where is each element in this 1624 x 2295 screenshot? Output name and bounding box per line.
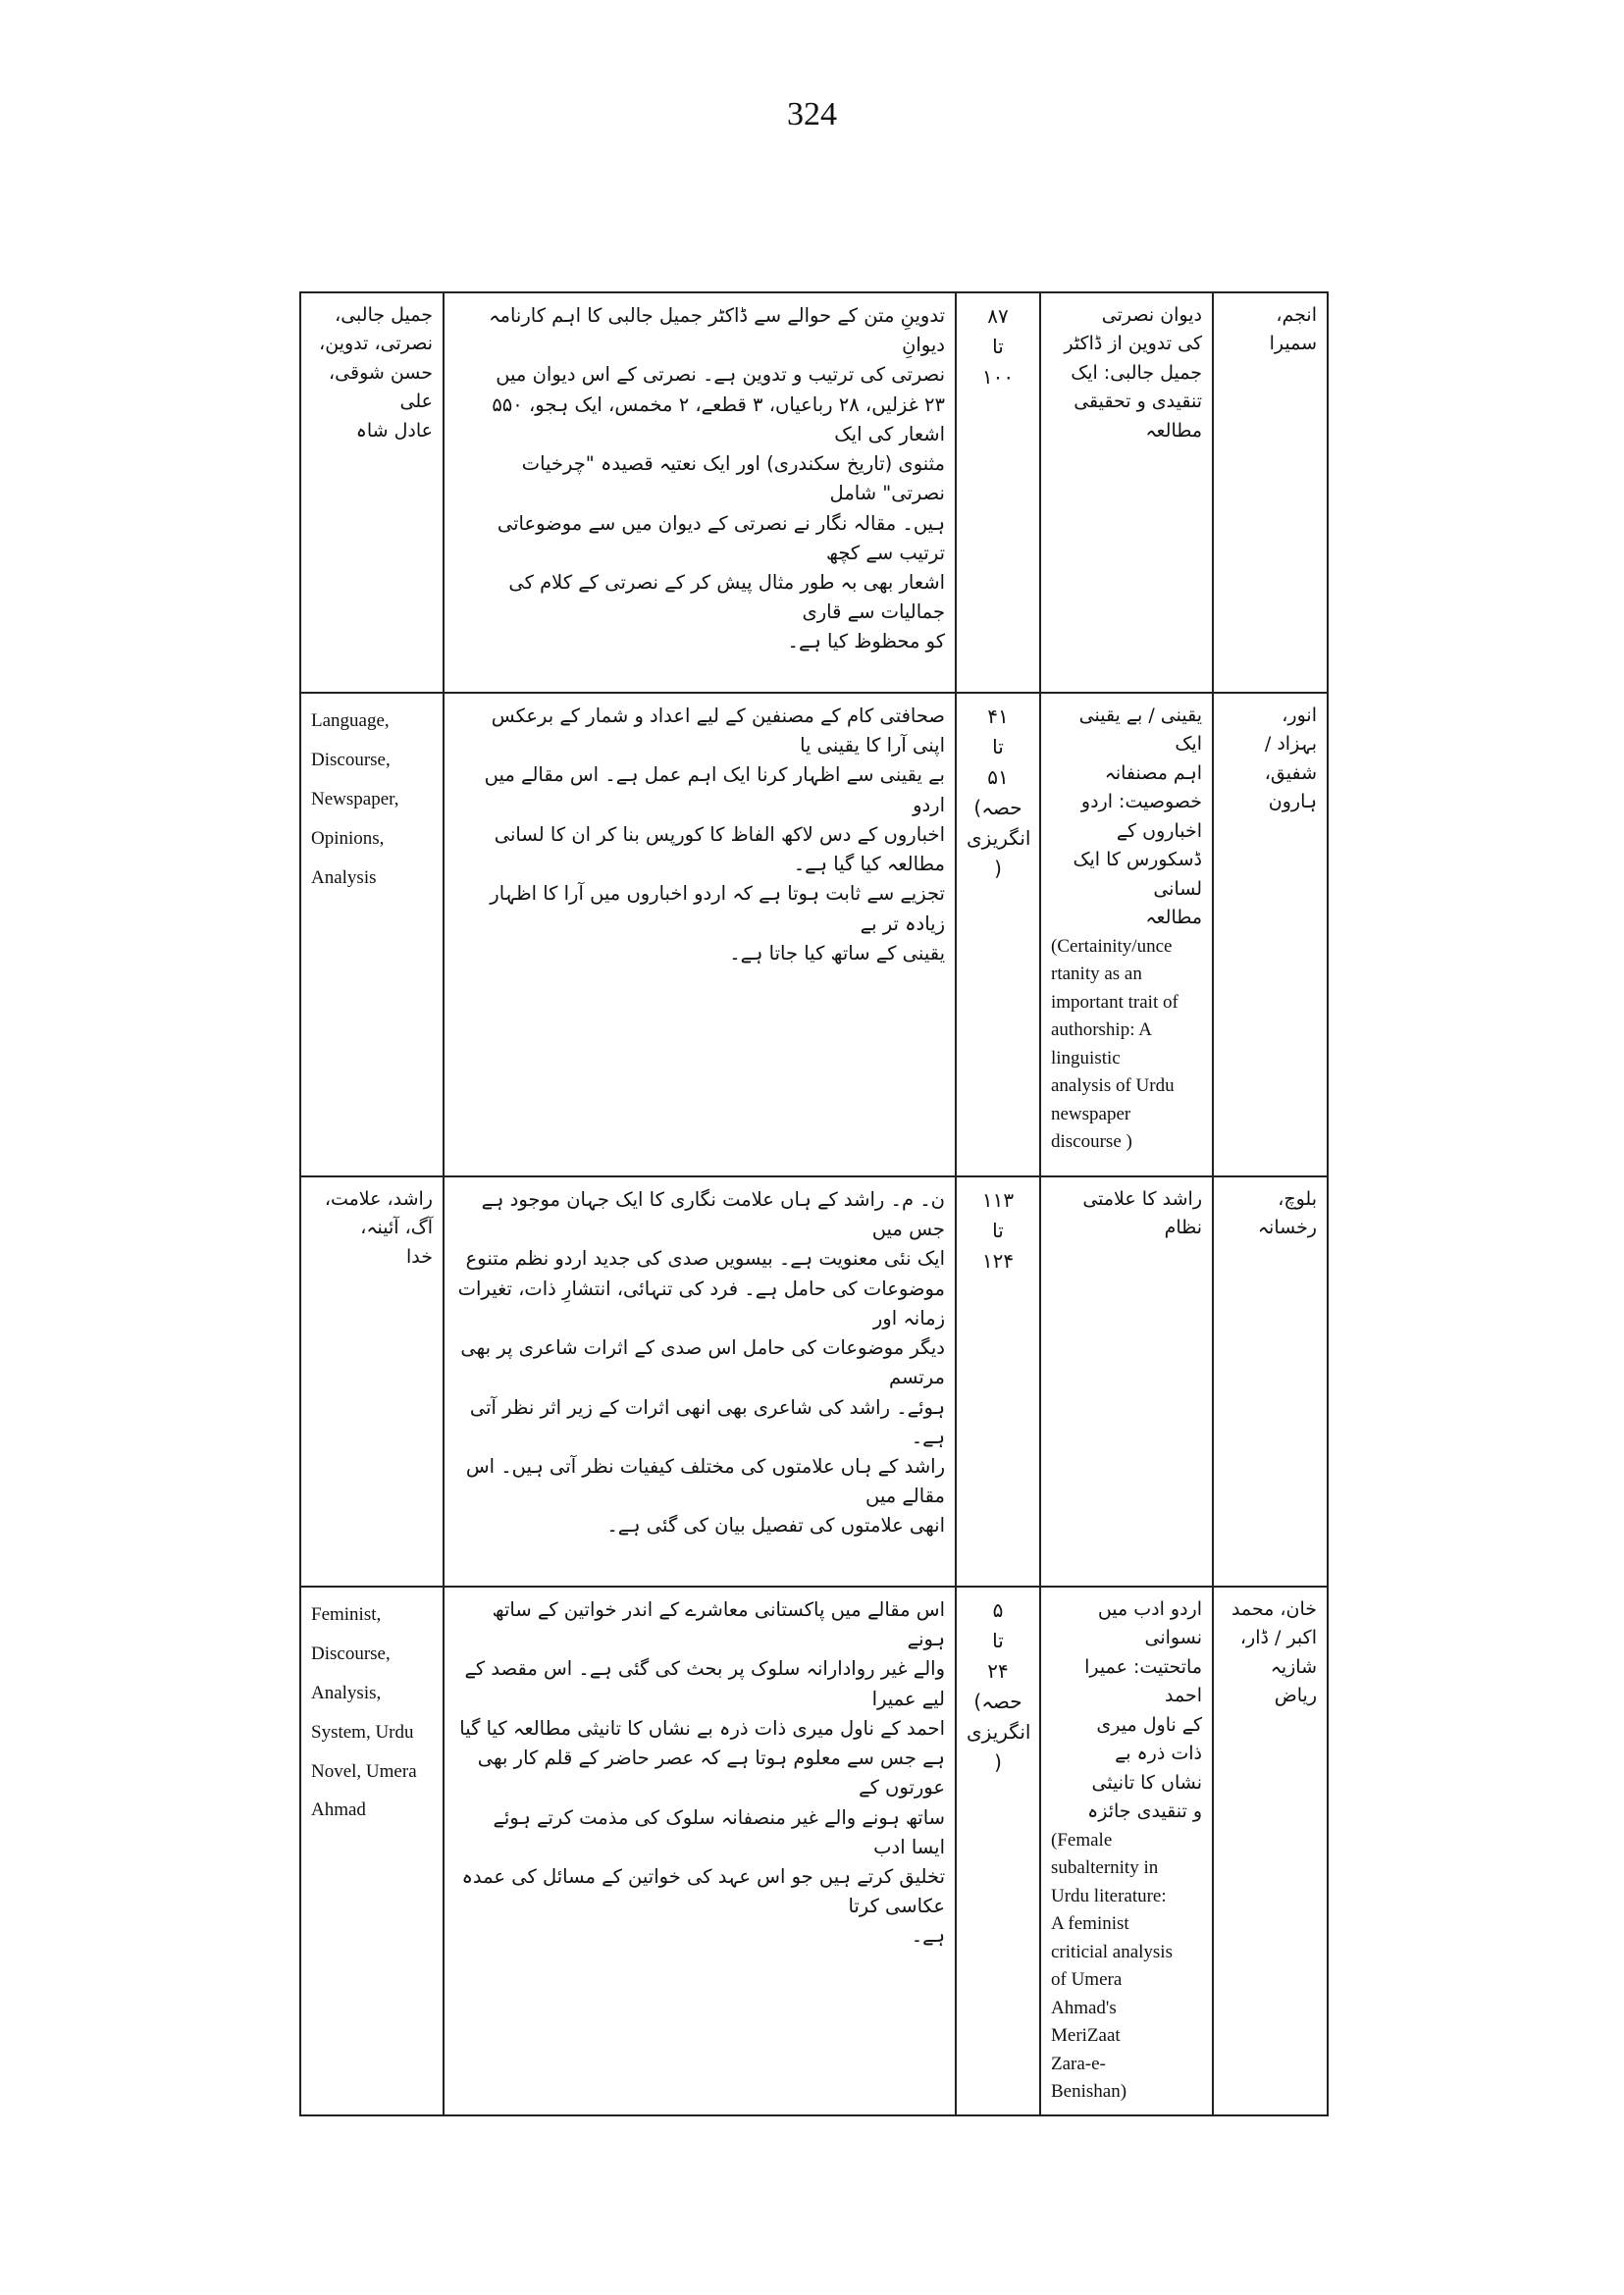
english-title-line: authorship: A <box>1051 1019 1152 1040</box>
english-title-line: Zara-e- <box>1051 2053 1106 2074</box>
urdu-title-line: اخباروں کے <box>1116 819 1202 842</box>
keyword-line: آگ، آئینہ، <box>360 1217 433 1239</box>
page-range-line: ۱۰۰ <box>981 365 1015 389</box>
abstract-line: احمد کے ناول میری ذات ذرہ بے نشاں کا تانیثی مطالعہ کیا گیا <box>459 1716 945 1740</box>
abstract-line: اشعار بھی بہ طور مثال پیش کر کے نصرتی کے کلام کی جمالیات سے قاری <box>508 570 945 624</box>
keyword-line: Ahmad <box>311 1799 366 1821</box>
keyword-line: Analysis <box>311 866 377 888</box>
english-title-line: Urdu literature: <box>1051 1885 1167 1906</box>
author-line: انور، <box>1282 704 1317 726</box>
page-range-line: ۴۱ <box>987 704 1009 728</box>
urdu-title-line: نشاں کا تانیثی <box>1091 1771 1202 1794</box>
urdu-title-line: و تنقیدی جائزہ <box>1087 1800 1202 1823</box>
urdu-title-line: مطالعہ <box>1145 907 1202 929</box>
author-line: ریاض <box>1274 1685 1317 1707</box>
urdu-title-line: ذات ذرہ بے <box>1115 1743 1202 1765</box>
urdu-title-line: ماتحتیت: عمیرا احمد <box>1084 1655 1202 1707</box>
abstract-line: راشد کے ہاں علامتوں کی مختلف کیفیات نظر آتی ہیں۔ اس مقالے میں <box>465 1454 945 1508</box>
abstract-line: موضوعات کی حامل ہے۔ فرد کی تنہائی، انتشارِ ذات، تغیرات زمانہ اور <box>457 1277 945 1330</box>
english-title-line: of Umera <box>1051 1969 1123 1990</box>
urdu-title-line: جمیل جالبی: ایک <box>1071 361 1202 384</box>
english-title-line: Benishan) <box>1051 2081 1127 2102</box>
keywords-cell <box>300 693 444 1176</box>
urdu-title-line: اردو ادب میں نسوانی <box>1097 1598 1202 1649</box>
english-title-line: subalternity in <box>1051 1857 1159 1878</box>
english-title-line: rtanity as an <box>1051 964 1142 984</box>
table-row <box>300 1587 1328 2115</box>
abstract-line: ہے۔ <box>911 1924 945 1948</box>
keywords-cell <box>300 1176 444 1587</box>
urdu-title-line: راشد کا علامتی نظام <box>1082 1188 1202 1239</box>
page-range-line: ۵ <box>992 1598 1004 1622</box>
english-title-line: A feminist <box>1051 1913 1129 1934</box>
page-range-line: تا <box>992 1219 1004 1242</box>
author-line: انجم، سمیرا <box>1269 304 1317 355</box>
abstract-cell <box>444 693 956 1176</box>
author-line: شازیہ <box>1270 1655 1317 1678</box>
english-title-line: linguistic <box>1051 1047 1121 1069</box>
english-title-line: (Female <box>1051 1829 1113 1851</box>
keyword-line: Analysis, <box>311 1682 382 1703</box>
english-title-line: MeriZaat <box>1051 2025 1121 2046</box>
page-range-line: انگریزی <box>967 826 1031 850</box>
keywords-cell <box>300 292 444 693</box>
page-range-line: ۱۲۴ <box>981 1249 1015 1273</box>
keyword-line: حسن شوقی، علی <box>329 361 433 413</box>
abstract-line: بے یقینی سے اظہار کرنا ایک اہم عمل ہے۔ اس مقالے میں اردو <box>484 763 945 816</box>
page-range-line: ۵۱ <box>987 765 1009 789</box>
english-title-line: Ahmad's <box>1051 1997 1117 2018</box>
abstract-line: ہیں۔ مقالہ نگار نے نصرتی کے دیوان میں سے موضوعاتی ترتیب سے کچھ <box>497 511 945 564</box>
page-number: 324 <box>787 96 837 132</box>
abstract-line: کو محظوظ کیا ہے۔ <box>787 630 945 653</box>
abstract-line: ایک نئی معنویت ہے۔ بیسویں صدی کی جدید اردو نظم متنوع <box>465 1247 945 1271</box>
keyword-line: خدا <box>406 1245 433 1268</box>
urdu-title-line: تنقیدی و تحقیقی <box>1074 391 1202 413</box>
abstract-line: ن۔ م۔ راشد کے ہاں علامت نگاری کا ایک جہان موجود ہے جس میں <box>481 1188 945 1241</box>
pages-cell <box>956 1587 1040 2115</box>
page-range-line: تا <box>992 735 1004 758</box>
keyword-line: Feminist, <box>311 1604 382 1625</box>
urdu-title-line: دیوان نصرتی <box>1101 304 1202 326</box>
abstract-line: ساتھ ہونے والے غیر منصفانہ سلوک کی مذمت کرتے ہوئے ایسا ادب <box>493 1805 945 1858</box>
keyword-line: نصرتی، تدوین، <box>319 333 433 355</box>
english-title-line: important trait of <box>1051 991 1179 1013</box>
keyword-line: Novel, Umera <box>311 1760 417 1782</box>
keyword-line: Language, <box>311 710 390 731</box>
author-cell <box>1213 693 1328 1176</box>
bibliography-table <box>299 291 1329 2116</box>
abstract-line: اس مقالے میں پاکستانی معاشرے کے اندر خواتین کے ساتھ ہونے <box>492 1598 945 1651</box>
title-cell <box>1040 693 1213 1176</box>
page-range-line: تا <box>992 1629 1004 1652</box>
abstract-cell <box>444 1587 956 2115</box>
author-cell <box>1213 1176 1328 1587</box>
title-cell <box>1040 1587 1213 2115</box>
table-row <box>300 1176 1328 1587</box>
table-body <box>300 292 1328 2115</box>
abstract-line: ہوئے۔ راشد کی شاعری بھی انھی اثرات کے زیر اثر نظر آتی ہے۔ <box>469 1395 945 1448</box>
keyword-line: Discourse, <box>311 1643 391 1664</box>
title-cell <box>1040 292 1213 693</box>
page-range-line: ) <box>994 1750 1002 1774</box>
english-title-line: (Certainity/unce <box>1051 935 1173 957</box>
abstract-line: تجزیے سے ثابت ہوتا ہے کہ اردو اخباروں میں آرا کا اظہار زیادہ تر بے <box>490 882 945 935</box>
keyword-line: Newspaper, <box>311 788 399 809</box>
abstract-line: ۲۳ غزلیں، ۲۸ رباعیاں، ۳ قطعے، ۲ مخمس، ایک ہجو، ۵۵۰ اشعار کی ایک <box>492 392 945 445</box>
abstract-line: صحافتی کام کے مصنفین کے لیے اعداد و شمار کے برعکس اپنی آرا کا یقینی یا <box>491 704 945 757</box>
author-cell <box>1213 1587 1328 2115</box>
english-title-line: analysis of Urdu <box>1051 1075 1175 1096</box>
abstract-line: یقینی کے ساتھ کیا جاتا ہے۔ <box>729 941 945 965</box>
abstract-line: دیگر موضوعات کی حامل اس صدی کے اثرات شاعری پر بھی مرتسم <box>460 1336 945 1389</box>
title-cell <box>1040 1176 1213 1587</box>
page-range-line: (حصہ <box>973 1690 1022 1713</box>
abstract-line: تخلیق کرتے ہیں جو اس عہد کی خواتین کے مسائل کی عمدہ عکاسی کرتا <box>461 1864 945 1918</box>
author-line: رخسانہ <box>1257 1217 1317 1239</box>
keyword-line: System, Urdu <box>311 1721 414 1743</box>
author-line: بہزاد / <box>1264 733 1317 756</box>
abstract-line: نصرتی کی ترتیب و تدوین ہے۔ نصرتی کے اس دیوان میں <box>496 363 945 387</box>
urdu-title-line: کی تدوین از ڈاکٹر <box>1064 333 1202 355</box>
table-row <box>300 693 1328 1176</box>
keywords-cell <box>300 1587 444 2115</box>
author-line: ہارون <box>1268 791 1317 813</box>
page-range-line: ۲۴ <box>987 1659 1009 1683</box>
keyword-line: Opinions, <box>311 827 385 849</box>
urdu-title-line: یقینی / بے یقینی ایک <box>1078 704 1202 756</box>
pages-cell <box>956 292 1040 693</box>
urdu-title-line: خصوصیت: اردو <box>1080 791 1202 813</box>
english-title-line: discourse ) <box>1051 1131 1132 1152</box>
page-range-line: ۸۷ <box>987 304 1009 328</box>
urdu-title-line: ڈسکورس کا ایک لسانی <box>1073 849 1202 900</box>
abstract-cell <box>444 1176 956 1587</box>
english-title-line: criticial analysis <box>1051 1941 1173 1962</box>
abstract-line: تدوینِ متن کے حوالے سے ڈاکٹر جمیل جالبی کا اہم کارنامہ دیوانِ <box>489 304 945 357</box>
author-cell <box>1213 292 1328 693</box>
keyword-line: Discourse, <box>311 749 391 770</box>
keyword-line: جمیل جالبی، <box>335 304 433 326</box>
page-range-line: ) <box>994 857 1002 880</box>
abstract-line: اخباروں کے دس لاکھ الفاظ کا کورپس بنا کر ان کا لسانی مطالعہ کیا گیا ہے۔ <box>494 822 945 876</box>
abstract-line: والے غیر روادارانہ سلوک پر بحث کی گئی ہے۔ اس مقصد کے لیے عمیرا <box>464 1657 945 1710</box>
abstract-cell <box>444 292 956 693</box>
author-line: شفیق، <box>1264 761 1317 784</box>
author-line: بلوچ، <box>1278 1188 1317 1210</box>
pages-cell <box>956 1176 1040 1587</box>
urdu-title-line: کے ناول میری <box>1096 1713 1202 1736</box>
author-line: خان، محمد <box>1231 1598 1317 1620</box>
abstract-line: انھی علامتوں کی تفصیل بیان کی گئی ہے۔ <box>606 1514 945 1538</box>
page-range-line: (حصہ <box>973 796 1022 819</box>
page-range-line: انگریزی <box>967 1720 1031 1744</box>
urdu-title-line: مطالعہ <box>1145 419 1202 442</box>
urdu-title-line: اہم مصنفانہ <box>1104 761 1202 784</box>
page-range-line: تا <box>992 335 1004 358</box>
keyword-line: راشد، علامت، <box>324 1188 433 1210</box>
table-row <box>300 292 1328 693</box>
english-title-line: newspaper <box>1051 1103 1131 1124</box>
keyword-line: عادل شاہ <box>355 419 433 442</box>
abstract-line: ہے جس سے معلوم ہوتا ہے کہ عصر حاضر کے قلم کار بھی عورتوں کے <box>477 1747 945 1799</box>
pages-cell <box>956 693 1040 1176</box>
author-line: اکبر / ڈار، <box>1239 1627 1317 1649</box>
page-range-line: ۱۱۳ <box>981 1188 1015 1212</box>
abstract-line: مثنوی (تاریخ سکندری) اور ایک نعتیہ قصیدہ "چرخیات نصرتی" شامل <box>521 452 945 505</box>
